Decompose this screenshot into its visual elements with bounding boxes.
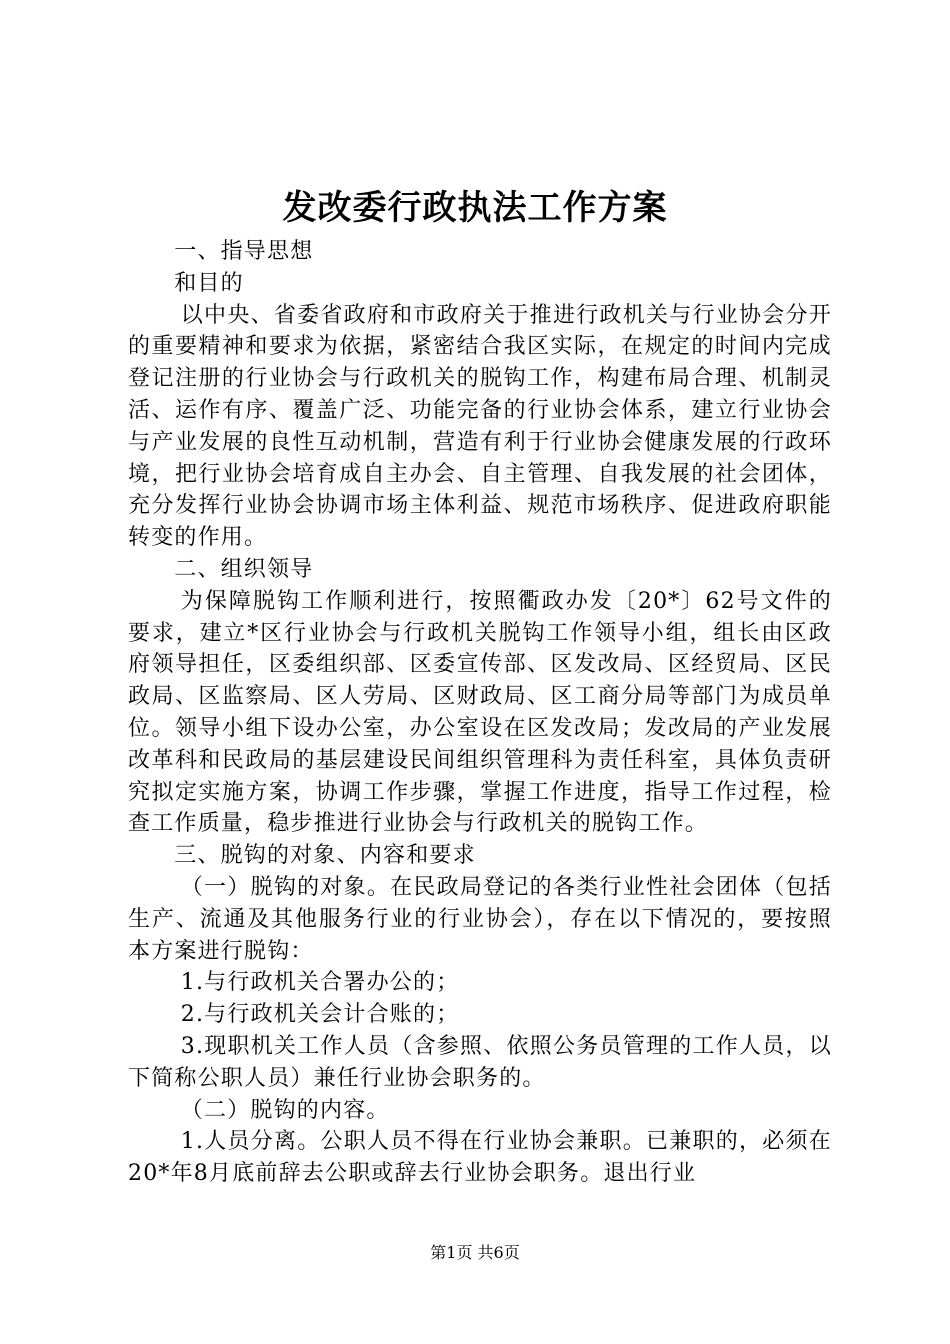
section-heading-1: 一、指导思想 [174,239,314,264]
paragraph-targets: （一）脱钩的对象。在民政局登记的各类行业性社会团体（包括生产、流通及其他服务行业的行业协会），存在以下情况的，要按照本方案进行脱钩： [128,874,832,964]
page-footer: 第1页 共6页 [430,1243,520,1262]
document-title: 发改委行政执法工作方案 [282,188,668,228]
document-body [128,236,832,1190]
section-heading-1-cont: 和目的 [174,270,244,296]
list-item: 2.与行政机关会计合账的； [180,1002,460,1028]
section-heading-2: 二、组织领导 [174,556,314,582]
list-item: 1.与行政机关合署办公的； [180,970,460,996]
paragraph-organization: 为保障脱钩工作顺利进行，按照衢政办发〔20*〕62号文件的要求，建立*区行业协会与行政机关脱钩工作领导小组，组长由区政府领导担任，区委组织部、区委宣传部、区发改局、区经贸局、区民政局、区监察局、区人劳局、区财政局、区工商分局等部门为成员单位。领导小组下设办公室，办公室设在区发改局；发改局的产业发展改革科和民政局的基层建设民间组织管理科为责任科室，具体负责研究拟定实施方案，协调工作步骤，掌握工作进度，指导工作过程，检查工作质量，稳步推进行业协会与行政机关的脱钩工作。 [128,588,832,837]
subsection-heading: （二）脱钩的内容。 [180,1097,390,1123]
section-heading-3: 三、脱钩的对象、内容和要求 [174,843,476,869]
paragraph-purpose: 以中央、省委省政府和市政府关于推进行政机关与行业协会分开的重要精神和要求为依据，紧密结合我区实际，在规定的时间内完成登记注册的行业协会与行政机关的脱钩工作，构建布局合理、机制灵活、运作有序、覆盖广泛、功能完备的行业协会体系，建立行业协会与产业发展的良性互动机制，营造有利于行业协会健康发展的行政环境，把行业协会培育成自主办会、自主管理、自我发展的社会团体，充分发挥行业协会协调市场主体利益、规范市场秩序、促进政府职能转变的作用。 [128,302,832,551]
list-item: 3.现职机关工作人员（含参照、依照公务员管理的工作人员，以下简称公职人员）兼任行业协会职务的。 [128,1033,832,1091]
paragraph-separation: 1.人员分离。公职人员不得在行业协会兼职。已兼职的，必须在20*年8月底前辞去公职或辞去行业协会职务。退出行业 [128,1129,832,1187]
